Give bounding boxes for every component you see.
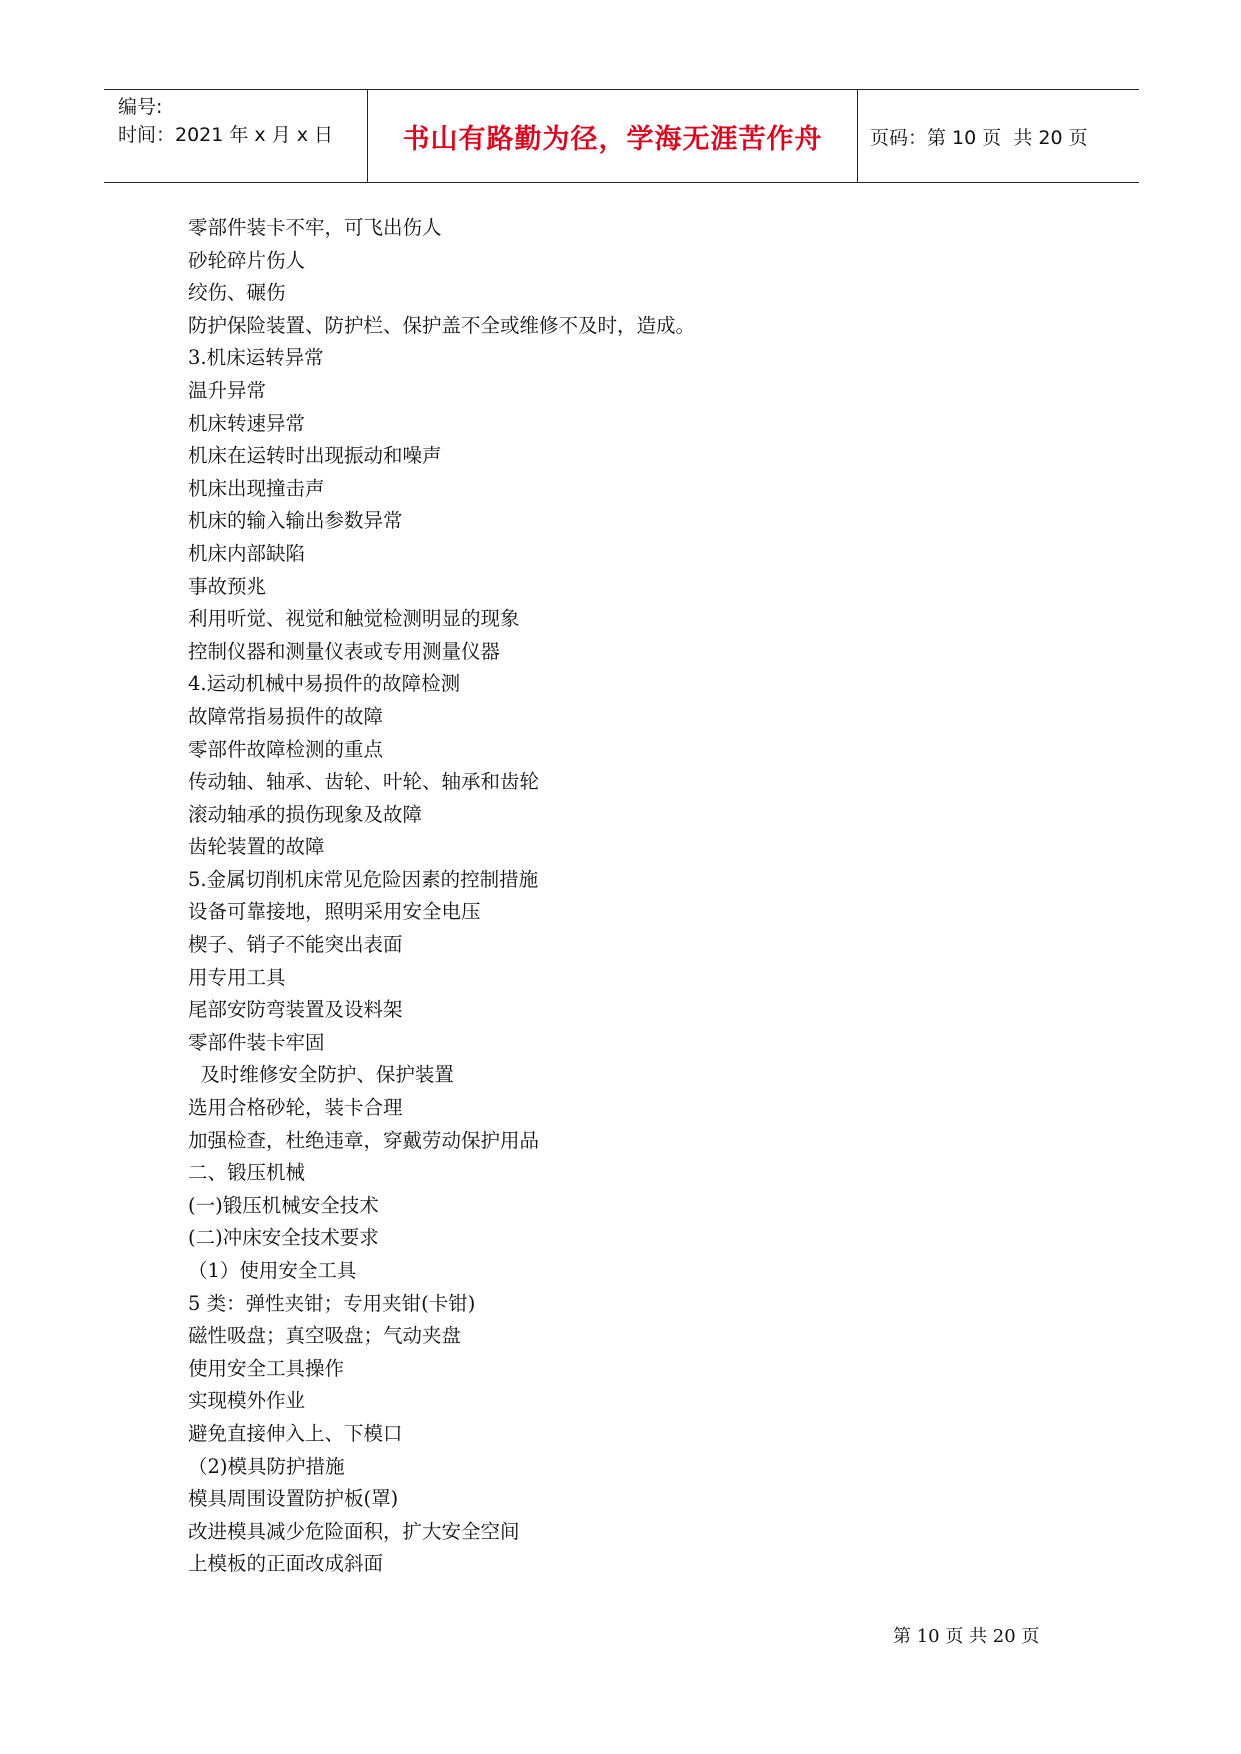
header-table [104,89,1139,183]
text-line: 二、锻压机械 [188,1161,306,1185]
text-line: 设备可靠接地，照明采用安全电压 [188,900,481,924]
text-line: 模具周围设置防护板(罩) [188,1487,399,1511]
text-line: 改进模具减少危险面积，扩大安全空间 [188,1519,520,1543]
text-line: 滚动轴承的损伤现象及故障 [188,802,423,826]
text-line: 传动轴、轴承、齿轮、叶轮、轴承和齿轮 [188,770,540,794]
text-line: 5 类：弹性夹钳；专用夹钳(卡钳) [188,1291,476,1315]
page-footer: 第 10 页 共 20 页 [893,1626,1040,1647]
header-info-cell [104,90,368,182]
text-line: 机床在运转时出现振动和噪声 [188,444,442,468]
text-line: 砂轮碎片伤人 [188,248,306,272]
text-line: （1）使用安全工具 [188,1259,357,1282]
header-motto-cell [368,90,858,182]
header-page-cell [858,90,1139,182]
text-line: 使用安全工具操作 [188,1356,345,1380]
text-line: 避免直接伸入上、下模口 [188,1421,403,1445]
text-line: 磁性吸盘；真空吸盘；气动夹盘 [188,1324,462,1348]
text-line: 绞伤、碾伤 [188,281,286,305]
text-line: 5.金属切削机床常见危险因素的控制措施 [188,867,539,891]
text-line: （2)模具防护措施 [188,1454,345,1478]
text-line: 机床转速异常 [188,411,306,435]
text-line: 事故预兆 [188,574,267,598]
text-line: (一)锻压机械安全技术 [188,1193,379,1217]
text-line: 齿轮装置的故障 [188,835,325,859]
text-line: 利用听觉、视觉和触觉检测明显的现象 [188,607,520,631]
motto: 书山有路勤为径，学海无涯苦作舟 [402,123,823,155]
text-line: 故障常指易损件的故障 [188,704,384,728]
text-line: 温升异常 [188,378,267,402]
text-line: 机床内部缺陷 [188,541,306,565]
text-line: 4.运动机械中易损件的故障检测 [188,672,461,696]
text-line: 实现模外作业 [188,1389,306,1413]
text-line: 零部件装卡牢固 [188,1030,325,1054]
text-line: (二)冲床安全技术要求 [188,1226,379,1250]
text-line: 3.机床运转异常 [188,346,324,370]
text-line: 加强检查，杜绝违章，穿戴劳动保护用品 [188,1128,540,1152]
text-line: 防护保险装置、防护栏、保护盖不全或维修不及时，造成。 [188,313,696,337]
text-line: 用专用工具 [188,965,286,989]
text-line: 上模板的正面改成斜面 [188,1552,384,1576]
time-label: 时间：2021 年 x 月 x 日 [118,124,334,146]
serial-number-label: 编号: [118,96,163,118]
text-line: 尾部安防弯装置及设料架 [188,998,403,1022]
text-line: 零部件装卡不牢，可飞出伤人 [188,216,442,239]
text-line: 零部件故障检测的重点 [188,737,384,761]
text-line: 控制仪器和测量仪表或专用测量仪器 [188,639,501,663]
text-line: 机床出现撞击声 [188,476,325,500]
page-code: 页码：第 10 页 共 20 页 [870,126,1088,149]
text-line: 机床的输入输出参数异常 [188,509,403,533]
text-line: 及时维修安全防护、保护装置 [188,1063,454,1087]
document-body [188,212,1088,1581]
text-line: 楔子、销子不能突出表面 [188,933,403,957]
text-line: 选用合格砂轮，装卡合理 [188,1096,403,1120]
